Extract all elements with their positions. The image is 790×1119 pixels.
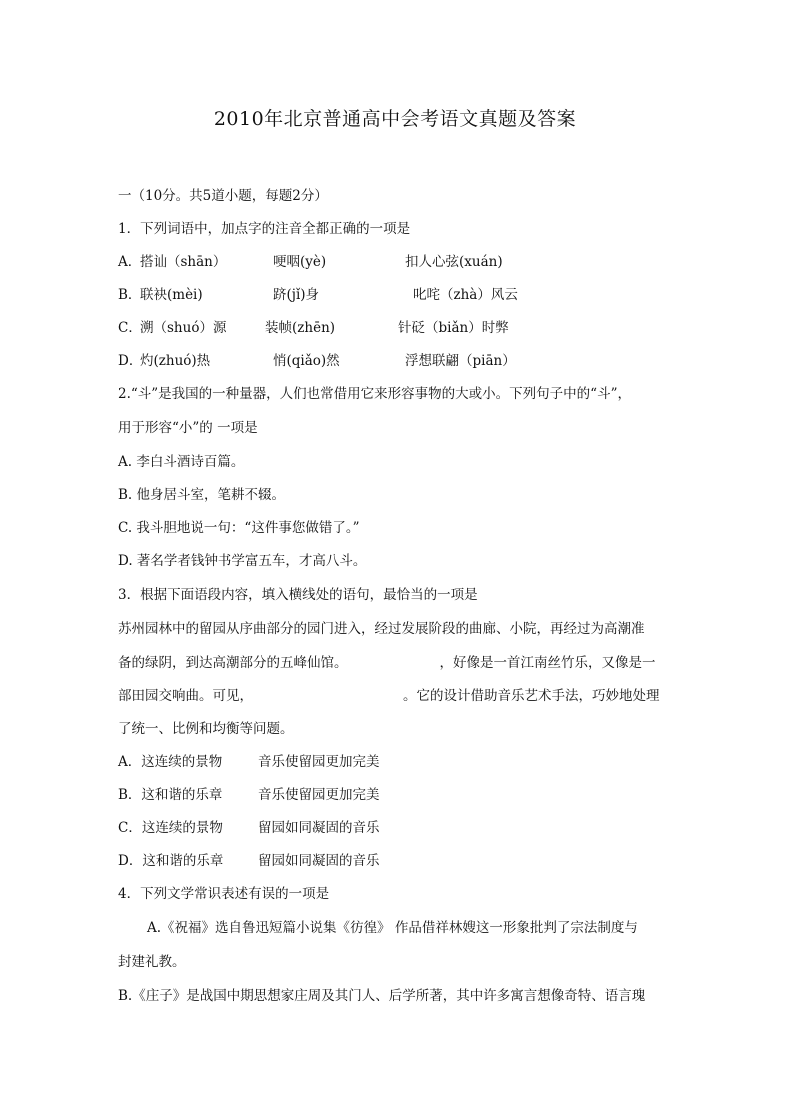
q2-option-d: D. 著名学者钱钟书学富五车，才高八斗。 xyxy=(118,553,367,569)
option-label: D．这和谐的乐章 xyxy=(118,853,224,869)
option-item: 针砭（biǎn）时弊 xyxy=(398,320,509,336)
option-item: 哽咽(yè) xyxy=(273,254,327,270)
option-label: D． xyxy=(118,353,143,369)
option-label: B． xyxy=(118,287,142,303)
q3-passage-line2 xyxy=(118,653,656,673)
option-label: B．这和谐的乐章 xyxy=(118,787,223,803)
option-item: 联袂(mèi) xyxy=(140,287,203,303)
q2-stem-line1: 2.“斗”是我国的一种量器，人们也常借用它来形容事物的大或小。下列句子中的“斗”， xyxy=(118,386,631,402)
option-item: 跻(jǐ)身 xyxy=(273,287,320,303)
q4-option-a-line1: A.《祝福》选自鲁迅短篇小说集《彷徨》 作品借祥林嫂这一形象批判了宗法制度与 xyxy=(147,920,638,936)
option-item: 浮想联翩（piān） xyxy=(405,353,516,369)
q4-option-a-line2: 封建礼教。 xyxy=(118,954,186,970)
q4-option-b-line1: B.《庄子》是战国中期思想家庄周及其门人、后学所著，其中许多寓言想像奇特、语言瑰 xyxy=(118,988,646,1004)
passage-text: 部田园交响曲。可见， xyxy=(118,688,253,704)
option-label: C．这连续的景物 xyxy=(118,820,223,836)
option-item: 扣人心弦(xuán) xyxy=(405,254,503,270)
q3-stem: 3．根据下面语段内容，填入横线处的语句，最恰当的一项是 xyxy=(118,587,478,603)
q3-passage-line1: 苏州园林中的留园从序曲部分的园门进入，经过发展阶段的曲廊、小院，再经过为高潮准 xyxy=(118,621,645,637)
q2-option-b: B. 他身居斗室，笔耕不辍。 xyxy=(118,487,286,503)
option-item: 叱咤（zhà）风云 xyxy=(413,287,518,303)
passage-text: ，好像是一首江南丝竹乐，又像是一 xyxy=(439,655,656,671)
option-text: 留园如同凝固的音乐 xyxy=(258,820,380,836)
page-title: 2010年北京普通高中会考语文真题及答案 xyxy=(213,108,577,130)
option-item: 灼(zhuó)热 xyxy=(140,353,211,369)
option-item: 悄(qiǎo)然 xyxy=(273,353,340,369)
q3-passage-line4: 了统一、比例和均衡等问题。 xyxy=(118,721,294,737)
q3-passage-line3 xyxy=(118,686,660,706)
option-text: 留园如同凝固的音乐 xyxy=(258,853,380,869)
option-label: C． xyxy=(118,320,142,336)
q2-option-c: C. 我斗胆地说一句：“这件事您做错了。” xyxy=(118,520,360,536)
q2-stem-line2: 用于形容“小”的 一项是 xyxy=(118,420,258,436)
option-text: 音乐使留园更加完美 xyxy=(258,787,380,803)
q4-stem: 4．下列文学常识表述有误的一项是 xyxy=(118,886,330,902)
q2-option-a: A. 李白斗酒诗百篇。 xyxy=(118,454,245,470)
option-item: 搭讪（shān） xyxy=(140,254,227,270)
option-label: A． xyxy=(118,254,142,270)
option-text: 音乐使留园更加完美 xyxy=(258,754,380,770)
option-item: 装帧(zhēn) xyxy=(265,320,336,336)
passage-text: 备的绿阴，到达高潮部分的五峰仙馆。 xyxy=(118,655,348,671)
option-label: A．这连续的景物 xyxy=(118,754,223,770)
section-header: 一（10分。共5道小题，每题2分） xyxy=(118,188,328,204)
passage-text: 。它的设计借助音乐艺术手法，巧妙地处理 xyxy=(403,688,660,704)
q1-stem: 1．下列词语中，加点字的注音全都正确的一项是 xyxy=(118,221,411,237)
option-item: 溯（shuó）源 xyxy=(140,320,227,336)
